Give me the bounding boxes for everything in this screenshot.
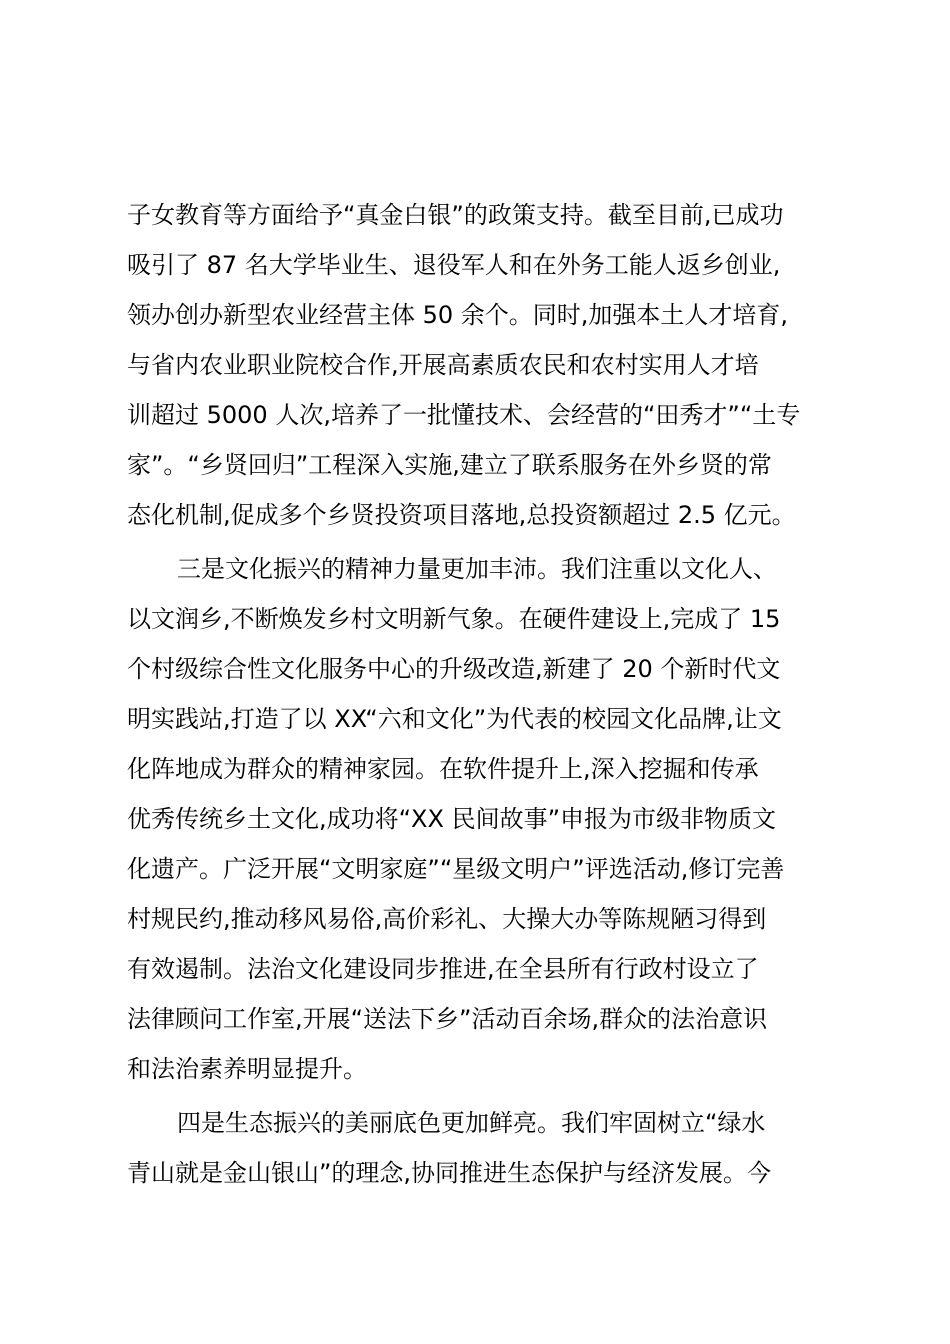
paragraph-ecology [127,1098,827,1198]
text-line: 化阵地成为群众的精神家园。在软件提升上,深入挖掘和传承 [127,755,759,783]
text-line: 青山就是金山银山”的理念,协同推进生态保护与经济发展。今 [127,1159,772,1187]
text-line: 有效遏制。法治文化建设同步推进,在全县所有行政村设立了 [127,955,759,983]
text-line: 训超过 5000 人次,培养了一批懂技术、会经营的“田秀才”“土专 [127,401,801,429]
text-line: 和法治素养明显提升。 [127,1055,367,1083]
text-line: 个村级综合性文化服务中心的升级改造,新建了 20 个新时代文 [127,655,781,683]
text-line: 家”。“乡贤回归”工程深入实施,建立了联系服务在外乡贤的常 [127,451,772,479]
text-line: 吸引了 87 名大学毕业生、退役军人和在外务工能人返乡创业, [127,251,781,279]
text-line-indented: 三是文化振兴的精神力量更加丰沛。我们注重以文化人、 [177,555,777,583]
text-line: 法律顾问工作室,开展“送法下乡”活动百余场,群众的法治意识 [127,1005,768,1033]
document-body [127,190,827,1198]
text-line: 以文润乡,不断焕发乡村文明新气象。在硬件建设上,完成了 15 [127,605,781,633]
paragraph-talent [127,190,827,540]
text-line: 子女教育等方面给予“真金白银”的政策支持。截至目前,已成功 [127,201,784,229]
paragraph-culture [127,544,827,1094]
text-line: 明实践站,打造了以 XX“六和文化”为代表的校园文化品牌,让文 [127,705,782,733]
text-line: 态化机制,促成多个乡贤投资项目落地,总投资额超过 2.5 亿元。 [127,501,796,529]
text-line: 化遗产。广泛开展“文明家庭”“星级文明户”评选活动,修订完善 [127,855,785,883]
text-line-indented: 四是生态振兴的美丽底色更加鲜亮。我们牢固树立“绿水 [177,1109,766,1137]
text-line: 村规民约,推动移风易俗,高价彩礼、大操大办等陈规陋习得到 [127,905,767,933]
text-line: 与省内农业职业院校合作,开展高素质农民和农村实用人才培 [127,351,759,379]
text-line: 领办创办新型农业经营主体 50 余个。同时,加强本土人才培育, [127,301,789,329]
text-line: 优秀传统乡土文化,成功将“XX 民间故事”申报为市级非物质文 [127,805,777,833]
